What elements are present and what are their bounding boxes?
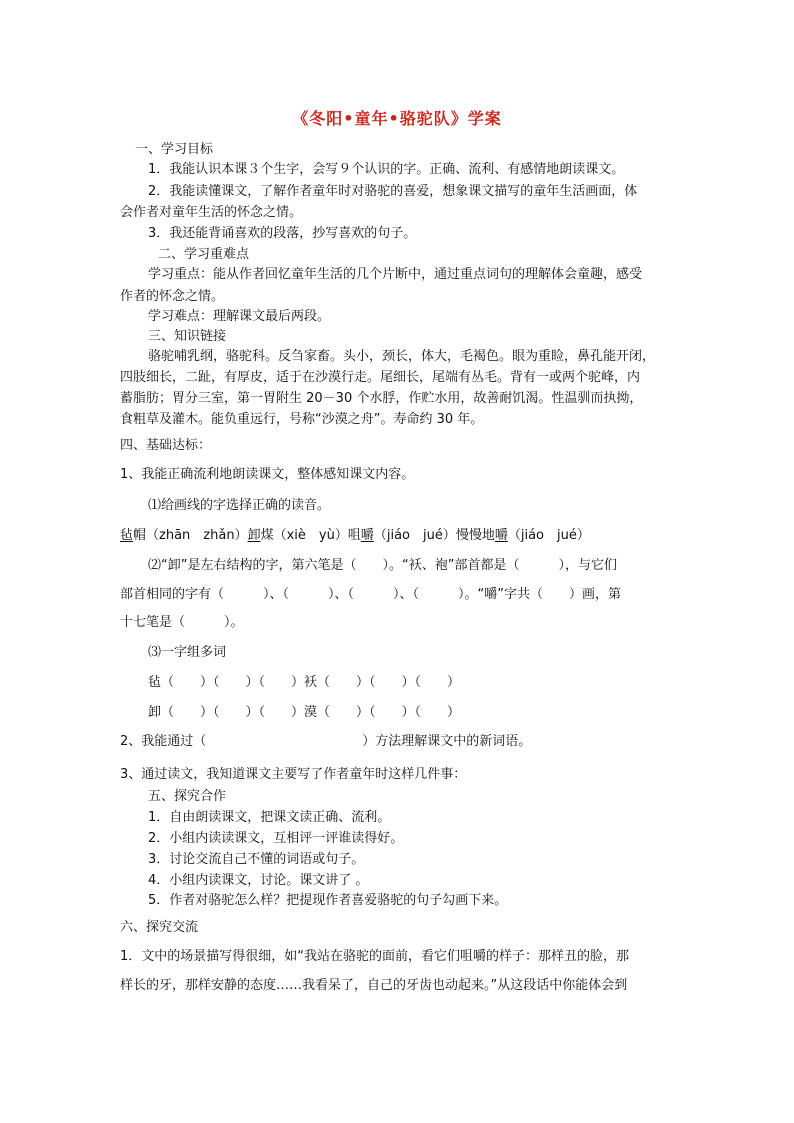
pinyin-option: 帽（zhān zhǎn）: [133, 528, 248, 543]
keypoint-line-cont: 作者的怀念之情。: [120, 289, 225, 304]
question-1a: ⑴给画线的字选择正确的读音。: [148, 498, 331, 513]
section-heading-discuss: 六、探究交流: [120, 920, 199, 935]
explore-item-4: 4．小组内读课文，讨论。课文讲了 。: [148, 873, 369, 888]
goal-item-2: 2．我能读懂课文，了解作者童年时对骆驼的喜爱，想象课文描写的童年生活画面，体: [148, 184, 638, 199]
pinyin-line: [120, 526, 590, 546]
knowledge-line-3: 蓄脂肪；胃分三室，第一胃附生 20－30 个水脬，作贮水用，故善耐饥渴。性温驯而执拗，: [120, 391, 643, 406]
underlined-char: 毡: [120, 528, 134, 543]
question-2: 2、我能通过（ ）方法理解课文中的新词语。: [120, 734, 532, 749]
section-heading-explore: 五、探究合作: [148, 789, 227, 804]
explore-item-3: 3．讨论交流自己不懂的词语或句子。: [148, 852, 365, 867]
underlined-char: 嚼: [360, 528, 374, 543]
explore-item-2: 2．小组内读读课文，互相评一评谁读得好。: [148, 831, 404, 846]
section-heading-keypoints: 二、学习重难点: [158, 247, 250, 262]
pinyin-option: （jiáo jué）慢慢地: [373, 528, 495, 543]
keypoint-line: 学习重点：能从作者回忆童年生活的几个片断中，通过重点词句的理解体会童趣，感受: [148, 267, 643, 282]
pinyin-option: 煤（xiè yù）咀: [260, 528, 361, 543]
goal-item-3: 3．我还能背诵喜欢的段落，抄写喜欢的句子。: [148, 226, 417, 241]
discuss-line-2: 样长的牙，那样安静的态度……我看呆了，自己的牙齿也动起来。”从这段话中你能体会到: [120, 978, 628, 993]
question-1b-line-2: 部首相同的字有（ ）、（ ）、（ ）、（ ）。“嚼”字共（ ）画，第: [120, 587, 621, 602]
difficulty-line: 学习难点：理解课文最后两段。: [148, 309, 331, 324]
section-heading-goals: 一、学习目标: [135, 142, 214, 157]
underlined-char: 嚼: [494, 528, 508, 543]
question-1b-line-1: ⑵“卸”是左右结构的字，第六笔是（ ）。“袄、袍”部首都是（ ），与它们: [148, 558, 617, 573]
question-1c: ⑶一字组多词: [148, 645, 227, 660]
knowledge-line-4: 食粗草及灌木。能负重远行，号称“沙漠之舟”。寿命约 30 年。: [120, 412, 484, 427]
underlined-char: 卸: [247, 528, 261, 543]
section-heading-basics: 四、基础达标：: [120, 438, 212, 453]
word-group-row-1: 毡（ ）（ ）（ ）袄（ ）（ ）（ ）: [148, 675, 461, 690]
explore-item-1: 1．自由朗读课文，把课文读正确、流利。: [148, 810, 391, 825]
goal-item-2-cont: 会作者对童年生活的怀念之情。: [120, 205, 303, 220]
knowledge-line-1: 骆驼哺乳纲，骆驼科。反刍家畜。头小，颈长，体大，毛褐色。眼为重睑，鼻孔能开闭，: [148, 349, 656, 364]
word-group-row-2: 卸（ ）（ ）（ ）漠（ ）（ ）（ ）: [148, 705, 461, 720]
section-heading-knowledge: 三、知识链接: [148, 329, 227, 344]
question-1: 1、我能正确流利地朗读课文，整体感知课文内容。: [120, 467, 415, 482]
pinyin-option: （jiáo jué）: [507, 528, 590, 543]
document-title: 《冬阳•童年•骆驼队》学案: [292, 109, 502, 128]
question-3: 3、通过读文，我知道课文主要写了作者童年时这样几件事：: [120, 767, 467, 782]
knowledge-line-2: 四肢细长，二趾，有厚皮，适于在沙漠行走。尾细长，尾端有丛毛。背有一或两个驼峰，内: [120, 370, 641, 385]
discuss-line-1: 1．文中的场景描写得很细，如“我站在骆驼的面前，看它们咀嚼的样子：那样丑的脸，那: [120, 949, 630, 964]
goal-item-1: 1．我能认识本课３个生字，会写９个认识的字。正确、流利、有感情地朗读课文。: [148, 162, 625, 177]
explore-item-5: 5．作者对骆驼怎么样？把提现作者喜爱骆驼的句子勾画下来。: [148, 893, 508, 908]
question-1b-line-3: 十七笔是（ ）。: [120, 615, 244, 630]
